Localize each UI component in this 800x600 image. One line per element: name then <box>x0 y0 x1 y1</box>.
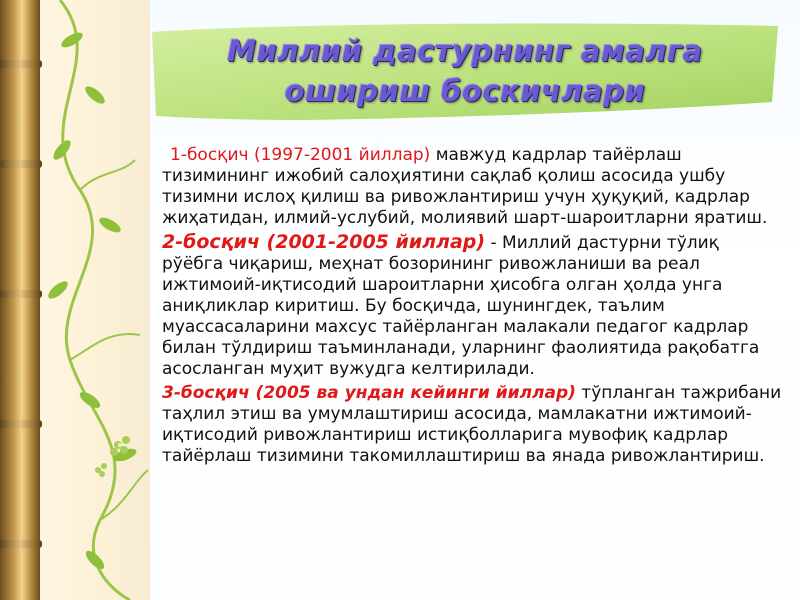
decorative-side-panel <box>0 0 150 600</box>
stage-3-text: тўпланган тажрибани таҳлил этиш ва умумлаштириш асосида, мамлакатни ижтимоий-иқтисодий ривожлантириш истиқболларига мувофиқ кадрлар тайёрлаш тизимини такомиллаштириш ва янада ривожлантириш. <box>162 383 782 466</box>
stage-1-heading: 1-босқич (1997-2001 йиллар) <box>170 145 431 165</box>
stage-2-paragraph <box>162 232 782 380</box>
stage-3-heading: 3-босқич (2005 ва ундан кейинги йиллар) <box>162 383 576 403</box>
page-title-line-2: ошириш боскичлари <box>284 74 646 108</box>
page-title-line-1: Миллий дастурнинг амалга <box>227 34 703 68</box>
stage-1-paragraph <box>162 145 782 229</box>
stage-1-text: мавжуд кадрлар тайёрлаш тизимининг ижобий салоҳиятини сақлаб қолиш асосида ушбу тизимни ислоҳ қилиш ва ривожлантириш учун ҳуқуқий, кадрлар жиҳатидан, илмий-услубий, молиявий шарт-шароитларни яратиш. <box>162 145 768 228</box>
stage-2-heading: 2-босқич (2001-2005 йиллар) <box>162 231 486 253</box>
stage-3-paragraph <box>162 383 782 467</box>
content-body <box>162 145 782 470</box>
title-banner <box>150 22 780 122</box>
floral-vine-icon <box>0 0 150 600</box>
stage-2-text: - Миллий дастурни тўлиқ рўёбга чиқариш, меҳнат бозорининг ривожланиши ва реал ижтимоий-иқтисодий шароитларни ҳисобга олган ҳолда унга аниқликлар киритиш. Бу босқичда, шунингдек, таълим муассасаларини махсус тайёрланган малакали педагог кадрлар билан тўлдириш таъминланади, уларнинг фаолиятида рақобатга асосланган муҳит вужудга келтирилади. <box>162 233 760 379</box>
